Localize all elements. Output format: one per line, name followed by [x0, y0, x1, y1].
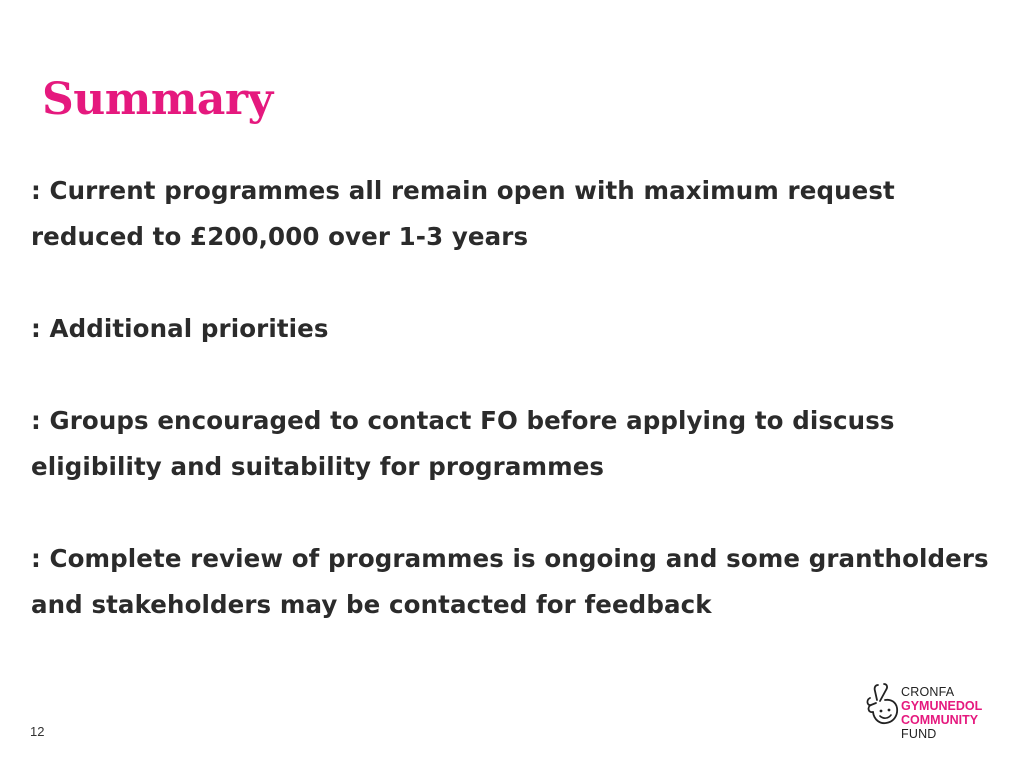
- bullet-list: [31, 168, 991, 628]
- community-fund-logo: [864, 678, 1004, 754]
- page-number: 12: [30, 724, 45, 739]
- bullet-item: : Additional priorities: [31, 314, 329, 343]
- logo-line-fund: FUND: [901, 727, 937, 741]
- logo-wordmark: [901, 685, 982, 741]
- logo-line-gymunedol: GYMUNEDOL: [901, 699, 983, 713]
- bullet-item: : Complete review of programmes is ongoing and some grantholders and stakeholders may be contacted for feedback: [31, 544, 989, 619]
- crossed-fingers-icon: [864, 682, 900, 726]
- slide-title: Summary: [42, 74, 273, 125]
- bullet-item: : Groups encouraged to contact FO before applying to discuss eligibility and suitability for programmes: [31, 406, 895, 481]
- logo-line-cronfa: CRONFA: [901, 685, 955, 699]
- logo-line-community: COMMUNITY: [901, 713, 979, 727]
- bullet-item: : Current programmes all remain open with maximum request reduced to £200,000 over 1-3 years: [31, 176, 895, 251]
